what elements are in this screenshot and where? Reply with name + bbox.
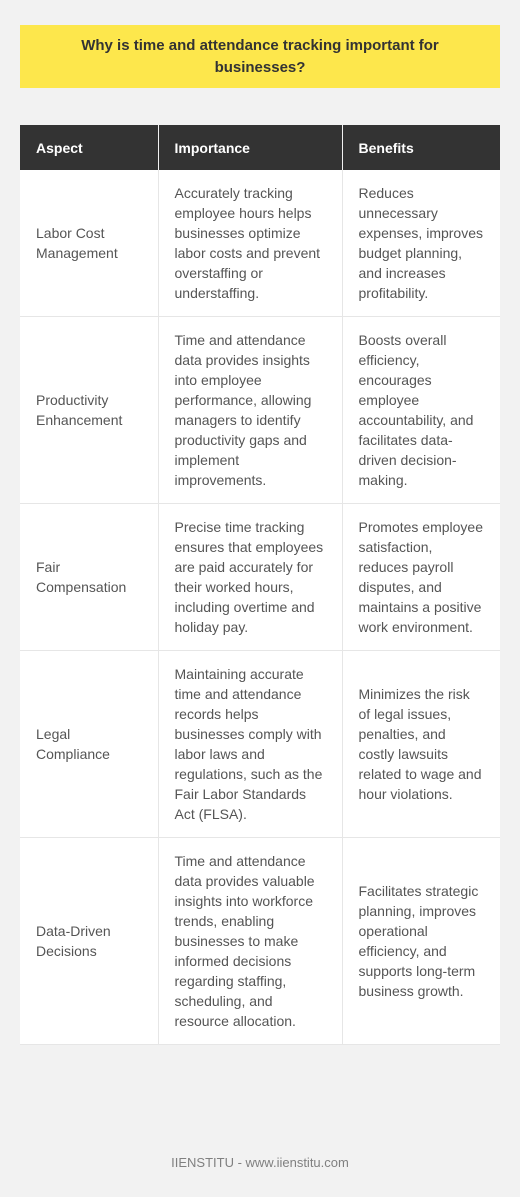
cell-importance: Accurately tracking employee hours helps businesses optimize labor costs and prevent overstaffing or understaffing. <box>158 170 342 317</box>
table-header-row <box>20 125 500 170</box>
footer-credit: IIENSTITU - www.iienstitu.com <box>171 1155 349 1170</box>
cell-aspect: Data-Driven Decisions <box>20 838 158 1045</box>
table-row <box>20 504 500 651</box>
cell-importance: Time and attendance data provides insights into employee performance, allowing managers to identify productivity gaps and implement improvements. <box>158 317 342 504</box>
importance-table <box>20 125 500 1045</box>
page-title: Why is time and attendance tracking important for businesses? <box>81 36 439 76</box>
cell-benefits: Facilitates strategic planning, improves operational efficiency, and supports long-term business growth. <box>342 838 500 1045</box>
cell-benefits: Boosts overall efficiency, encourages employee accountability, and facilitates data-driven decision-making. <box>342 317 500 504</box>
cell-aspect: Productivity Enhancement <box>20 317 158 504</box>
column-header-benefits: Benefits <box>342 125 500 170</box>
cell-aspect: Labor Cost Management <box>20 170 158 317</box>
column-header-importance: Importance <box>158 125 342 170</box>
table-row <box>20 170 500 317</box>
cell-importance: Precise time tracking ensures that employees are paid accurately for their worked hours, including overtime and holiday pay. <box>158 504 342 651</box>
cell-importance: Maintaining accurate time and attendance records helps businesses comply with labor laws and regulations, such as the Fair Labor Standards Act (FLSA). <box>158 651 342 838</box>
cell-benefits: Reduces unnecessary expenses, improves budget planning, and increases profitability. <box>342 170 500 317</box>
title-banner <box>20 25 500 88</box>
column-header-aspect: Aspect <box>20 125 158 170</box>
table-row <box>20 317 500 504</box>
cell-importance: Time and attendance data provides valuable insights into workforce trends, enabling businesses to make informed decisions regarding staffing, scheduling, and resource allocation. <box>158 838 342 1045</box>
table-row <box>20 838 500 1045</box>
table-row <box>20 651 500 838</box>
cell-benefits: Promotes employee satisfaction, reduces payroll disputes, and maintains a positive work environment. <box>342 504 500 651</box>
cell-aspect: Fair Compensation <box>20 504 158 651</box>
cell-aspect: Legal Compliance <box>20 651 158 838</box>
cell-benefits: Minimizes the risk of legal issues, penalties, and costly lawsuits related to wage and hour violations. <box>342 651 500 838</box>
